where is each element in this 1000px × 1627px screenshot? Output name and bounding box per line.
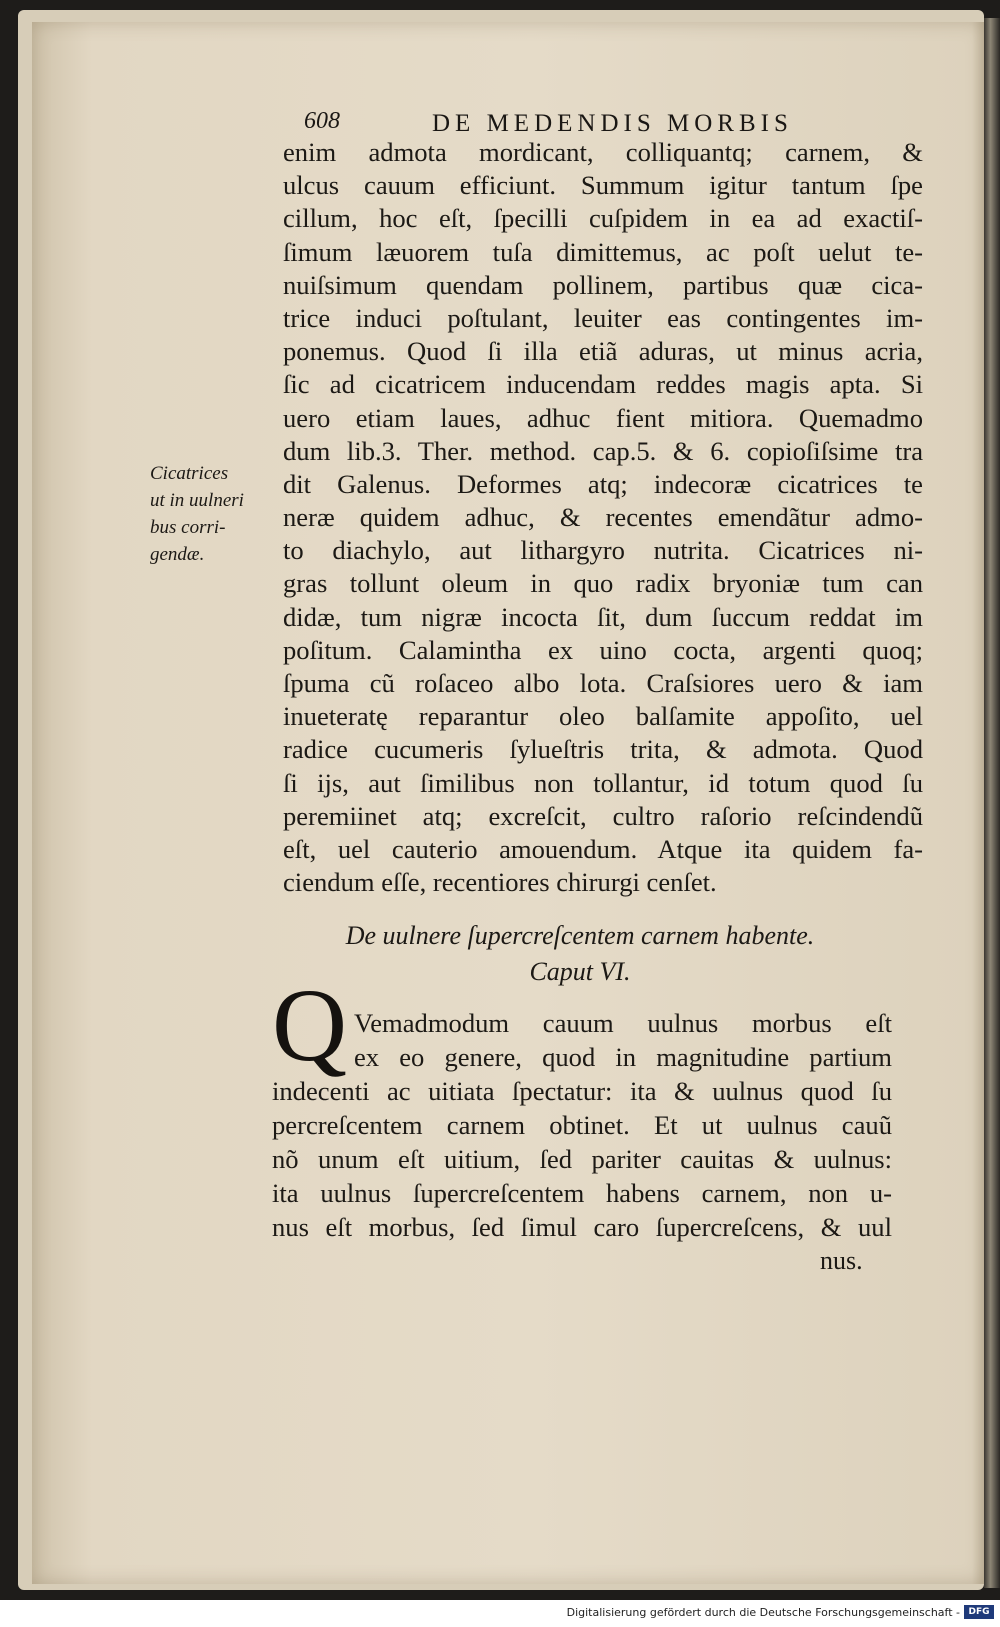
body-text bbox=[283, 136, 923, 899]
marginal-note bbox=[150, 460, 285, 568]
marginal-note-line: gendæ. bbox=[150, 544, 205, 565]
text-line: poſitum. Calamintha ex uino cocta, argenti quoq; bbox=[283, 634, 923, 665]
page-number: 608 bbox=[304, 108, 340, 134]
footer-bar bbox=[0, 1600, 1000, 1627]
binding-strip bbox=[984, 18, 1000, 1588]
text-line: cillum, hoc eſt, ſpecilli cuſpidem in ea ad exactiſ- bbox=[283, 203, 923, 234]
text-line: didæ, tum nigræ incocta ſit, dum ſuccum reddat im bbox=[283, 601, 923, 632]
running-title: DE MEDENDIS MORBIS bbox=[432, 110, 793, 137]
text-line: ex eo genere, quod in magnitudine partium bbox=[354, 1042, 892, 1072]
text-line: gras tollunt oleum in quo radix bryoniæ tum can bbox=[283, 568, 923, 599]
text-line: ſic ad cicatricem inducendam reddes magis apta. Si bbox=[283, 369, 923, 400]
marginal-note-line: ut in uulneri bbox=[150, 490, 244, 511]
text-line: nuiſsimum quendam pollinem, partibus quæ cica- bbox=[283, 269, 923, 300]
text-line: Vemadmodum cauum uulnus morbus eſt bbox=[354, 1008, 892, 1038]
text-line: inueteratę reparantur oleo balſamite appoſito, uel bbox=[283, 701, 923, 732]
chapter-number: Caput VI. bbox=[529, 957, 631, 986]
drop-capital: Q bbox=[272, 968, 348, 1083]
funding-credit: Digitalisierung gefördert durch die Deutsche Forschungsgemeinschaft - bbox=[566, 1606, 960, 1619]
text-line: radice cucumeris ſylueſtris trita, & admota. Quod bbox=[283, 734, 923, 765]
text-line: ita uulnus ſupercreſcentem habens carnem, non u- bbox=[272, 1178, 892, 1208]
catchword: nus. bbox=[820, 1246, 863, 1275]
text-line: peremiinet atq; excreſcit, cultro raſorio reſcindendũ bbox=[283, 800, 923, 831]
text-line: eſt, uel cauterio amouendum. Atque ita quidem fa- bbox=[283, 833, 923, 864]
text-line: percreſcentem carnem obtinet. Et ut uulnus cauũ bbox=[272, 1110, 892, 1140]
text-line: trice induci poſtulant, leuiter eas contingentes im- bbox=[283, 302, 923, 333]
dfg-logo-icon[interactable]: DFG bbox=[964, 1605, 994, 1619]
text-line: ſpuma cũ roſaceo albo lota. Craſsiores uero & iam bbox=[283, 668, 923, 698]
text-line: nõ unum eſt uitium, ſed pariter cauitas & uulnus: bbox=[272, 1144, 892, 1174]
text-line: ciendum eſſe, recentiores chirurgi cenſet. bbox=[283, 867, 717, 898]
text-line: dit Galenus. Deformes atq; indecoræ cicatrices te bbox=[283, 468, 923, 499]
text-line: ſimum læuorem tuſa dimittemus, ac poſt uelut te- bbox=[283, 236, 923, 267]
marginal-note-line: Cicatrices bbox=[150, 463, 229, 484]
text-line: neræ quidem adhuc, & recentes emendãtur admo- bbox=[283, 502, 923, 533]
chapter-title: De uulnere ſupercreſcentem carnem habente. bbox=[345, 921, 815, 950]
text-line: uero etiam laues, adhuc fient mitiora. Quemadmo bbox=[283, 402, 923, 433]
text-line: ulcus cauum efficiunt. Summum igitur tantum ſpe bbox=[283, 170, 923, 201]
chapter-text bbox=[272, 1006, 892, 1244]
text-line: to diachylo, aut lithargyro nutrita. Cicatrices ni- bbox=[283, 535, 923, 566]
chapter-heading bbox=[300, 918, 860, 990]
text-line: dum lib.3. Ther. method. cap.5. & 6. copioſiſsime tra bbox=[283, 435, 923, 466]
text-line: nus eſt morbus, ſed ſimul caro ſupercreſcens, & uul bbox=[272, 1212, 892, 1242]
text-line: ponemus. Quod ſi illa etiã aduras, ut minus acria, bbox=[283, 336, 923, 367]
text-line: ſi ijs, aut ſimilibus non tollantur, id totum quod ſu bbox=[283, 767, 923, 798]
marginal-note-line: bus corri- bbox=[150, 517, 226, 538]
text-line: indecenti ac uitiata ſpectatur: ita & uulnus quod ſu bbox=[272, 1076, 892, 1106]
text-line: enim admota mordicant, colliquantq; carnem, & bbox=[283, 137, 923, 167]
